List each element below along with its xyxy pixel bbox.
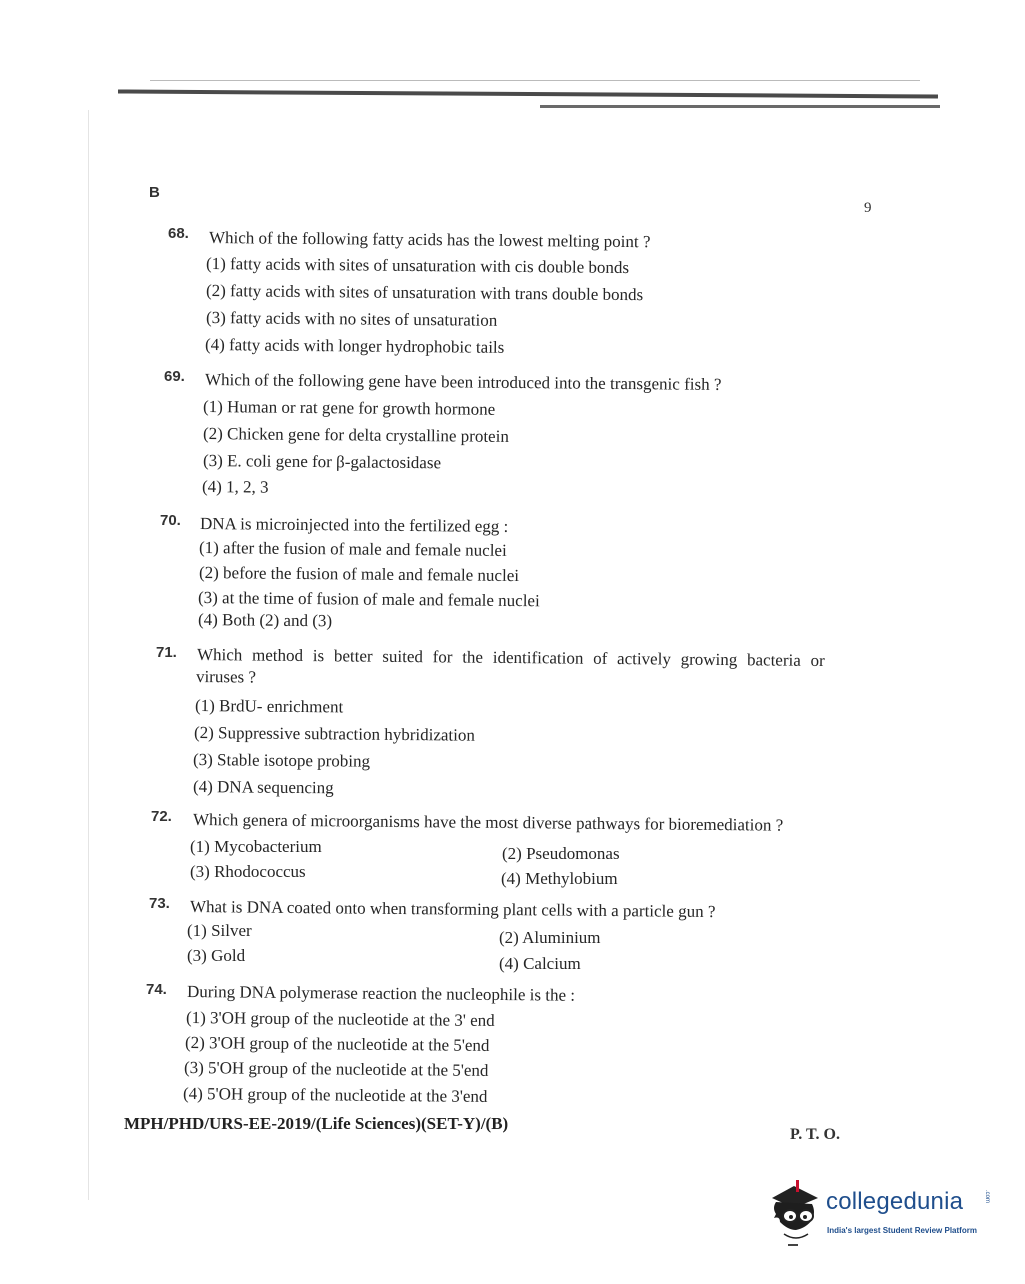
answer-option: (2) Chicken gene for delta crystalline protein bbox=[202, 424, 509, 446]
question-number: 72. bbox=[151, 808, 172, 825]
answer-option: (1) 3'OH group of the nucleotide at the 3' end bbox=[185, 1008, 495, 1030]
brand-tagline: India's largest Student Review Platform bbox=[827, 1226, 977, 1235]
answer-option: (2) before the fusion of male and female nuclei bbox=[198, 563, 520, 586]
answer-option: (3) E. coli gene for β-galactosidase bbox=[202, 451, 442, 473]
answer-option: (3) fatty acids with no sites of unsaturation bbox=[205, 308, 498, 330]
answer-option: (3) Rhodococcus bbox=[190, 862, 306, 881]
question-number: 68. bbox=[168, 225, 189, 242]
brand-domain: .com bbox=[984, 1190, 990, 1204]
answer-option: (4) Both (2) and (3) bbox=[197, 610, 333, 631]
answer-option: (3) Gold bbox=[187, 946, 246, 965]
header-rule-secondary bbox=[540, 105, 940, 108]
question-number: 74. bbox=[146, 981, 167, 998]
question-text: DNA is microinjected into the fertilized egg : bbox=[199, 514, 509, 536]
answer-option: (4) DNA sequencing bbox=[192, 777, 334, 798]
answer-option: (2) Suppressive subtraction hybridization bbox=[193, 723, 476, 745]
answer-option: (2) 3'OH group of the nucleotide at the 5'end bbox=[184, 1033, 490, 1055]
answer-option: (1) Mycobacterium bbox=[190, 837, 322, 856]
header-rule bbox=[118, 89, 938, 98]
mascot-logo-icon bbox=[766, 1178, 824, 1248]
brand-name: collegedunia bbox=[826, 1188, 964, 1215]
question-text-line1: Which method is better suited for the identification of actively growing bacteria or bbox=[196, 645, 825, 671]
answer-option: (4) 5'OH group of the nucleotide at the 3'end bbox=[182, 1084, 488, 1106]
question-text-line2: viruses ? bbox=[195, 667, 257, 687]
answer-option: (3) at the time of fusion of male and female nuclei bbox=[197, 588, 540, 611]
set-letter: B bbox=[149, 184, 160, 201]
question-number: 71. bbox=[156, 644, 177, 661]
answer-option: (2) Pseudomonas bbox=[502, 844, 620, 863]
paper-code: MPH/PHD/URS-EE-2019/(Life Sciences)(SET-Y)/(B) bbox=[124, 1114, 509, 1133]
answer-option: (3) Stable isotope probing bbox=[192, 750, 371, 771]
answer-option: (1) fatty acids with sites of unsaturation with cis double bonds bbox=[205, 254, 630, 278]
question-number: 70. bbox=[160, 512, 181, 529]
question-text: Which of the following gene have been introduced into the transgenic fish ? bbox=[204, 370, 722, 394]
page-number: 9 bbox=[864, 200, 872, 216]
pto-marker: P. T. O. bbox=[790, 1126, 840, 1143]
scan-edge-line bbox=[150, 80, 920, 81]
question-text: During DNA polymerase reaction the nucleophile is the : bbox=[186, 982, 576, 1005]
answer-option: (4) Calcium bbox=[499, 954, 581, 973]
collegedunia-watermark bbox=[766, 1178, 996, 1248]
answer-option: (4) fatty acids with longer hydrophobic tails bbox=[204, 335, 505, 357]
answer-option: (1) after the fusion of male and female nuclei bbox=[198, 538, 507, 560]
question-number: 73. bbox=[149, 895, 170, 912]
answer-option: (2) fatty acids with sites of unsaturation with trans double bonds bbox=[205, 281, 644, 305]
scan-left-edge bbox=[88, 110, 89, 1200]
answer-option: (4) Methylobium bbox=[501, 869, 618, 888]
answer-option: (2) Aluminium bbox=[499, 928, 601, 947]
question-number: 69. bbox=[164, 368, 185, 385]
question-text: What is DNA coated onto when transforming plant cells with a particle gun ? bbox=[189, 897, 716, 922]
answer-option: (1) Human or rat gene for growth hormone bbox=[202, 397, 496, 419]
answer-option: (3) 5'OH group of the nucleotide at the 5'end bbox=[183, 1058, 489, 1080]
question-text: Which of the following fatty acids has the lowest melting point ? bbox=[208, 228, 651, 252]
answer-option: (1) Silver bbox=[187, 921, 252, 940]
question-text: Which genera of microorganisms have the most diverse pathways for bioremediation ? bbox=[192, 810, 784, 835]
answer-option: (1) BrdU- enrichment bbox=[194, 696, 344, 717]
answer-option: (4) 1, 2, 3 bbox=[201, 477, 269, 497]
